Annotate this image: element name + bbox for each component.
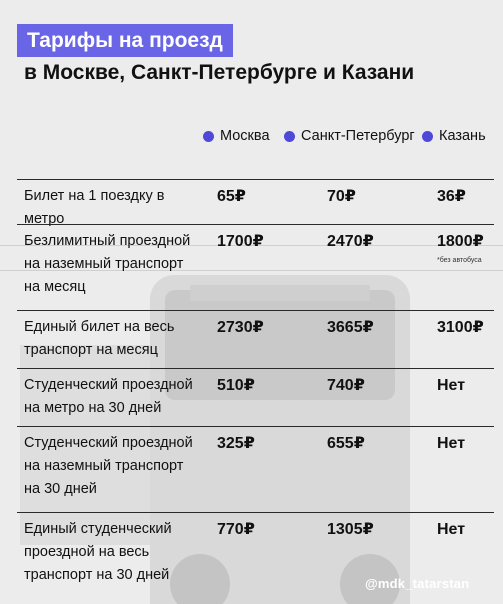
column-label: Москва [220,128,270,144]
row-label: Студенческий проездной на метро на 30 дней [24,377,193,416]
price-kazan: 1800₽ [437,233,484,250]
table-row [17,426,494,512]
table-row [17,310,494,368]
row-label: Билет на 1 поездку в метро [24,188,165,227]
title-banner [17,24,233,57]
table-row [17,224,494,310]
social-handle: @mdk_tatarstan [365,576,470,591]
price-spb: 1305₽ [327,521,374,538]
price-kazan: 3100₽ [437,319,484,336]
price-kazan: Нет [437,521,466,538]
page-subtitle: в Москве, Санкт-Петербурге и Казани [24,61,415,84]
column-header-kazan [422,128,486,144]
table-row [17,368,494,426]
price-spb: 740₽ [327,377,365,394]
row-label: Единый билет на весь транспорт на месяц [24,319,175,358]
row-label: Безлимитный проездной на наземный транспорт на месяц [24,233,191,295]
price-moscow: 325₽ [217,435,255,452]
price-moscow: 65₽ [217,188,246,205]
table-row [17,179,494,227]
price-spb: 70₽ [327,188,356,205]
dot-icon [203,131,214,142]
page-title: Тарифы на проезд [27,29,223,52]
price-moscow: 2730₽ [217,319,264,336]
price-spb: 655₽ [327,435,365,452]
price-kazan: Нет [437,435,466,452]
price-spb: 3665₽ [327,319,374,336]
price-moscow: 510₽ [217,377,255,394]
price-moscow: 770₽ [217,521,255,538]
column-label: Казань [439,128,486,144]
dot-icon [422,131,433,142]
price-spb: 2470₽ [327,233,374,250]
price-moscow: 1700₽ [217,233,264,250]
dot-icon [284,131,295,142]
column-header-moscow [203,128,270,144]
row-label: Студенческий проездной на наземный транспорт на 30 дней [24,435,193,497]
column-label: Санкт-Петербург [301,128,415,144]
price-kazan: Нет [437,377,466,394]
column-header-spb [284,128,415,144]
price-kazan: 36₽ [437,188,466,205]
row-label: Единый студенческий проездной на весь транспорт на 30 дней [24,521,172,583]
footnote: *без автобуса [437,257,482,264]
